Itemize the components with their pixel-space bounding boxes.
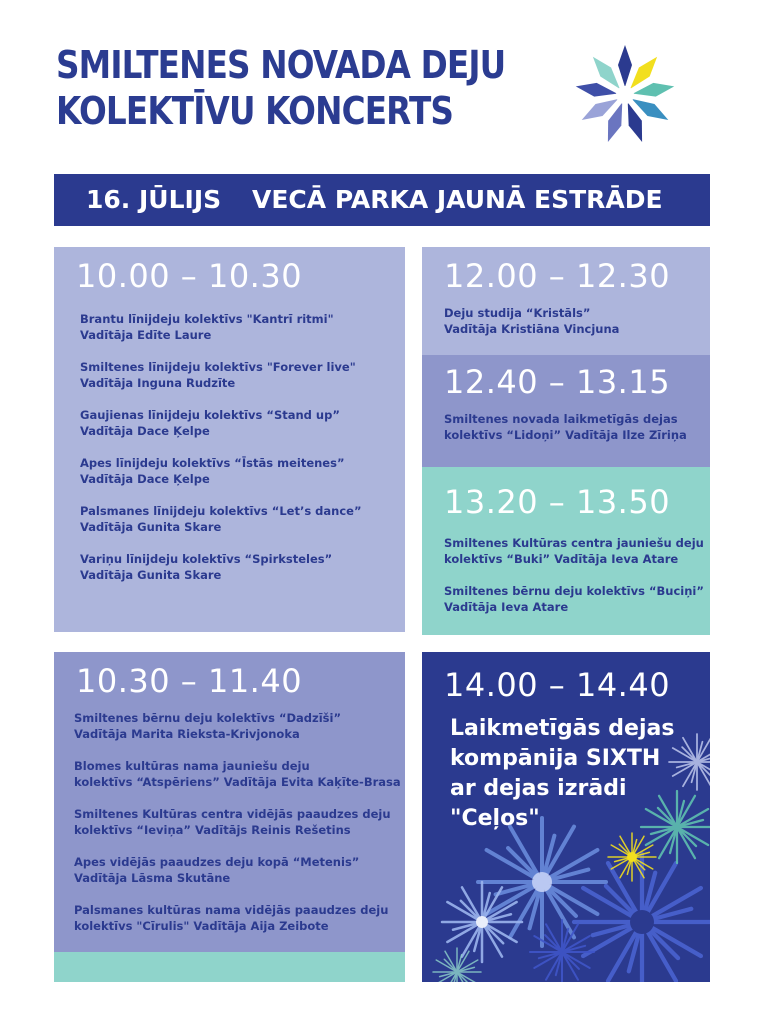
performer-entry: Smiltenes novada laikmetīgās dejas kolektīvs “Lidoņi” Vadītāja Ilze Zīriņa <box>444 412 687 442</box>
event-venue: VECĀ PARKA JAUNĀ ESTRĀDE <box>252 185 663 214</box>
time-slot: 10.30 – 11.40 <box>76 662 303 700</box>
performer-entry: Smiltenes līnijdeju kolektīvs "Forever live" Vadītāja Inguna Rudzīte <box>80 360 356 390</box>
performer-entry: Palsmanes kultūras nama vidējās paaudzes deju kolektīvs "Cīrulis" Vadītāja Aija Zeibote <box>74 903 389 933</box>
performer-entry: Smiltenes Kultūras centra vidējās paaudzes deju kolektīvs “Ieviņa” Vadītājs Reinis Rešetins <box>74 807 391 837</box>
performer-entry: Smiltenes bērnu deju kolektīvs “Dadzīši” Vadītāja Marita Rieksta-Krivjonoka <box>74 711 342 741</box>
performer-entry: Variņu līnijdeju kolektīvs “Spirksteles” Vadītāja Gunita Skare <box>80 552 333 582</box>
time-slot: 13.20 – 13.50 <box>444 483 671 521</box>
teal-strip <box>54 952 405 982</box>
page-title <box>56 42 506 134</box>
schedule-block-4 <box>422 355 710 467</box>
schedule-block-6 <box>422 652 710 982</box>
performer-entry: Brantu līnijdeju kolektīvs "Kantrī ritmi" Vadītāja Edīte Laure <box>80 312 334 342</box>
schedule-block-1 <box>54 247 405 632</box>
date-venue-banner <box>54 174 710 226</box>
schedule-block-5 <box>422 467 710 635</box>
time-slot: 10.00 – 10.30 <box>76 257 303 295</box>
title-line-2: KOLEKTĪVU KONCERTS <box>56 89 454 133</box>
title-line-1: SMILTENES NOVADA DEJU <box>56 43 506 87</box>
time-slot: 14.00 – 14.40 <box>444 666 671 704</box>
event-date: 16. JŪLIJS <box>86 185 222 214</box>
cornflower-decoration-icon <box>422 652 710 982</box>
show-description: Laikmetīgās dejas kompānija SIXTH ar dejas izrādi "Ceļos" <box>450 716 675 831</box>
schedule-block-3 <box>422 247 710 355</box>
time-slot: 12.40 – 13.15 <box>444 363 671 401</box>
performer-entry: Apes vidējās paaudzes deju kopā “Metenis” Vadītāja Lāsma Skutāne <box>74 855 360 885</box>
performer-entry: Smiltenes Kultūras centra jauniešu deju kolektīvs “Buki” Vadītāja Ieva Atare <box>444 536 704 566</box>
performer-entry: Apes līnijdeju kolektīvs “Īstās meitenes” Vadītāja Dace Ķelpe <box>80 456 345 486</box>
schedule-block-2 <box>54 652 405 982</box>
performer-entry: Smiltenes bērnu deju kolektīvs “Buciņi” Vadītāja Ieva Atare <box>444 584 704 614</box>
performer-entry: Gaujienas līnijdeju kolektīvs “Stand up” Vadītāja Dace Ķelpe <box>80 408 340 438</box>
performer-entry: Blomes kultūras nama jauniešu deju kolektīvs “Atspēriens” Vadītāja Evita Kaķīte-Brasa <box>74 759 401 789</box>
star-flower-logo-icon <box>570 40 680 150</box>
time-slot: 12.00 – 12.30 <box>444 257 671 295</box>
performer-entry: Deju studija “Kristāls” Vadītāja Kristiāna Vincjuna <box>444 306 620 336</box>
performer-entry: Palsmanes līnijdeju kolektīvs “Let’s dance” Vadītāja Gunita Skare <box>80 504 362 534</box>
